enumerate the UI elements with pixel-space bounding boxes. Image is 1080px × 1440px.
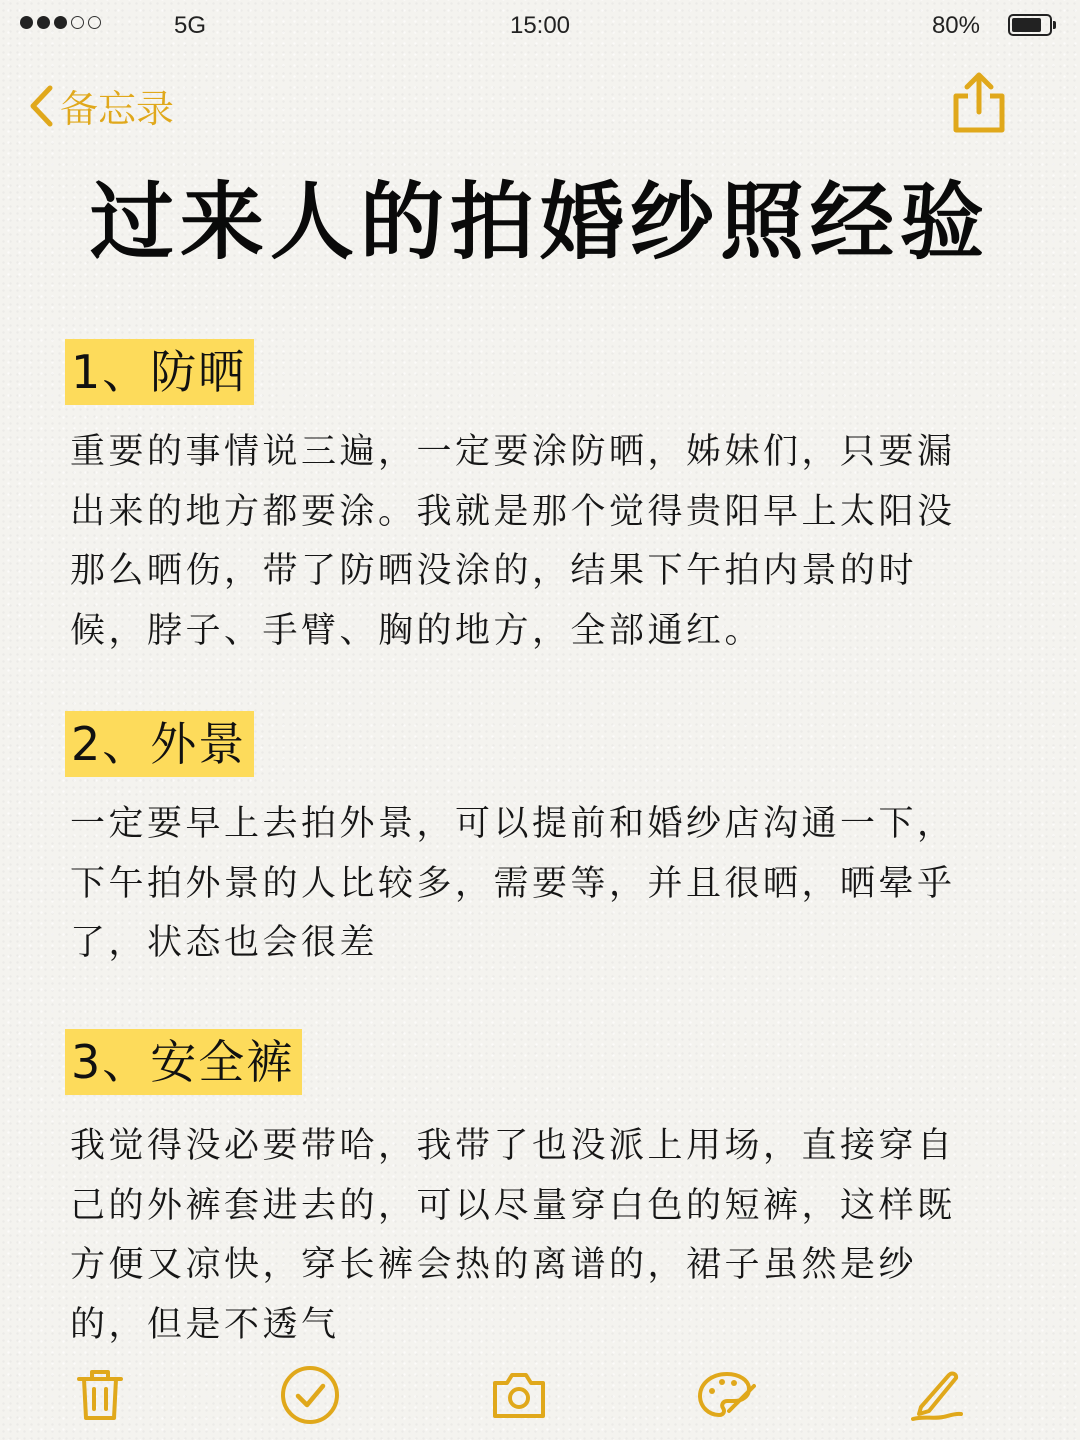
battery-percent: 80% [931,12,980,39]
section-heading: 3、安全裤 [65,1029,302,1095]
bottom-toolbar [0,1360,1080,1440]
battery-level-fill [1012,18,1041,32]
section-body: 一定要早上去拍外景，可以提前和婚纱店沟通一下， 下午拍外景的人比较多，需要等，并且很晒，晒晕乎 了，状态也会很差 [70,804,956,963]
section-heading: 1、防晒 [65,339,254,405]
checklist-icon [279,1364,341,1426]
section-body: 重要的事情说三遍，一定要涂防晒，姊妹们，只要漏 出来的地方都要涂。我就是那个觉得贵阳早上太阳没 那么晒伤，带了防晒没涂的，结果下午拍内景的时 候，脖子、手臂、胸的地方，全部通红。 [70,432,956,651]
pen-icon [909,1367,965,1423]
battery-icon [1008,14,1052,36]
status-time: 15:00 [509,12,571,39]
share-icon [950,70,1008,136]
section-heading: 2、外景 [65,711,254,777]
palette-icon [696,1369,758,1421]
share-button[interactable] [950,70,1008,140]
camera-button[interactable] [484,1360,554,1430]
back-label: 备忘录 [60,87,175,131]
checklist-button[interactable] [275,1360,345,1430]
network-type: 5G [174,12,207,39]
note-title: 过来人的拍婚纱照经验 [89,173,990,271]
compose-button[interactable] [902,1360,972,1430]
back-button[interactable] [28,78,174,133]
trash-icon [75,1367,125,1423]
chevron-left-icon [28,84,54,128]
section-body: 我觉得没必要带哈，我带了也没派上用场，直接穿自 己的外裤套进去的，可以尽量穿白色的短裤，这样既 方便又凉快，穿长裤会热的离谱的，裙子虽然是纱 的，但是不透气 [70,1126,956,1345]
status-bar [0,0,1080,56]
delete-button[interactable] [65,1360,135,1430]
markup-button[interactable] [692,1360,762,1430]
nav-bar [0,70,1080,140]
camera-icon [490,1369,548,1421]
